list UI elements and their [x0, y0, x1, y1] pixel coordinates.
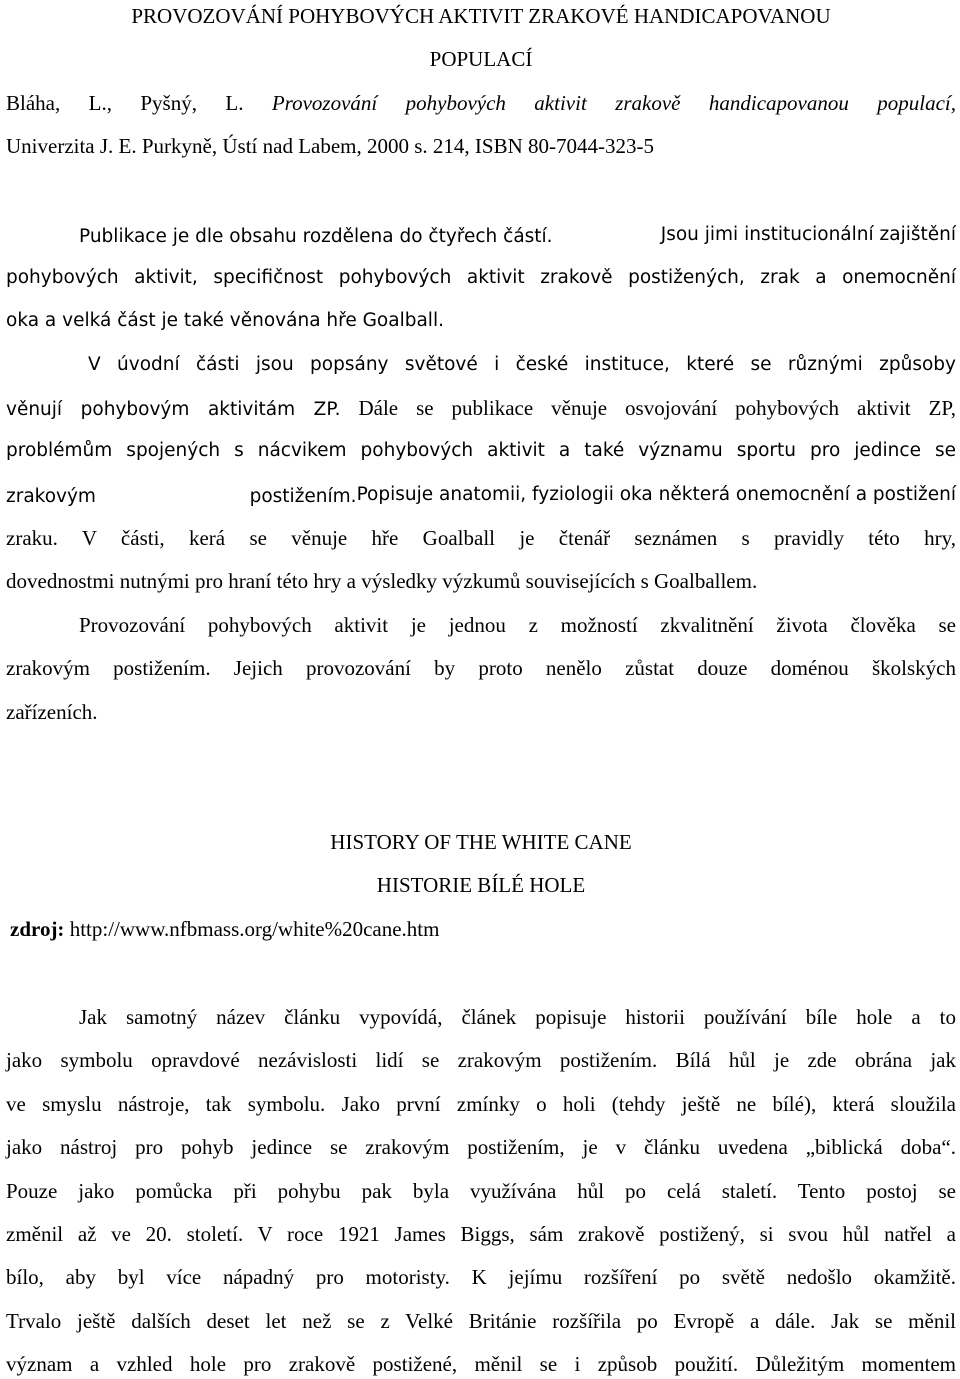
paragraph1-sentence-2: Jsou jimi institucionální zajištění [660, 224, 956, 245]
paragraph2-line-1: V úvodní části jsou popsány světové i české instituce, které se různými způsoby [88, 354, 956, 375]
article-paragraph-line-1: Jak samotný název článku vypovídá, článek popisuje historii používání bíle hole a to [79, 1005, 956, 1029]
paragraph1-sentence-1: Publikace je dle obsahu rozdělena do čtyřech částí. [79, 226, 553, 247]
paragraph2-line-5: zraku. V části, kerá se věnuje hře Goalball je čtenář seznámen s pravidly této hry, [6, 526, 956, 550]
paragraph2-line-3: problémům spojených s nácvikem pohybových aktivit a také významu sportu pro jedince se [6, 440, 956, 461]
article-paragraph-line-8: Trvalo ještě dalších deset let než se z Velké Británie rozšířila po Evropě a dále. Jak se měnil [6, 1309, 956, 1333]
citation-book-title: Provozování pohybových aktivit zrakově handicapovanou populací, [271, 91, 957, 115]
article-paragraph-line-4: jako nástroj pro pohyb jedince se zrakovým postižením, je v článku uvedena „biblická doba“. [6, 1135, 956, 1159]
section-title-line-2: POPULACÍ [429, 47, 533, 71]
article-paragraph-line-2: jako symbolu opravdové nezávislosti lidí se zrakovým postižením. Bílá hůl je zde obrána jak [6, 1048, 956, 1072]
article-paragraph-line-5: Pouze jako pomůcka při pohybu pak byla využívána hůl po celá staletí. Tento postoj se [6, 1179, 956, 1203]
paragraph2-sentence-4: Popisuje anatomii, fyziologii oka některá onemocnění a postižení [356, 484, 956, 505]
paragraph2-sentence-2: Dále se publikace věnuje osvojování pohybových aktivit ZP, [358, 396, 956, 420]
paragraph1-line-3: oka a velká část je také věnována hře Goalball. [6, 310, 444, 331]
paragraph2-line-4 [6, 482, 956, 510]
article-title-en: HISTORY OF THE WHITE CANE [330, 830, 632, 854]
article-paragraph-line-3: ve smyslu nástroje, tak symbolu. Jako první zmínky o holi (tehdy ještě ne bílé), která sloužila [6, 1092, 956, 1116]
article-paragraph-line-6: změnil až ve 20. století. V roce 1921 James Biggs, sám zrakově postižený, si svou hůl natřel a [6, 1222, 956, 1246]
article-paragraph-line-7: bílo, aby byl více nápadný pro motoristy. K jejímu rozšíření po světě nedošlo okamžitě. [6, 1265, 956, 1289]
citation-line-1 [6, 90, 956, 116]
paragraph1-line-2: pohybových aktivit, specifičnost pohybových aktivit zrakově postižených, zrak a onemocnění [6, 267, 956, 288]
paragraph2-line-6: dovednostmi nutnými pro hraní této hry a výsledky výzkumů souvisejících s Goalballem. [6, 569, 758, 593]
source-url: http://www.nfbmass.org/white%20cane.htm [69, 917, 440, 941]
paragraph3-line-3: zařízeních. [6, 700, 98, 724]
paragraph3-line-1: Provozování pohybových aktivit je jednou z možností zkvalitnění života člověka se [79, 613, 956, 637]
source-line [10, 916, 960, 942]
paragraph2-line-2 [6, 395, 956, 423]
source-label: zdroj: [10, 917, 65, 941]
citation-line-2: Univerzita J. E. Purkyně, Ústí nad Labem, 2000 s. 214, ISBN 80-7044-323-5 [6, 134, 654, 158]
article-title-cz: HISTORIE BÍLÉ HOLE [376, 873, 586, 897]
citation-authors: Bláha, L., Pyšný, L. [6, 91, 244, 115]
paragraph1-line-1 [79, 222, 956, 250]
section-title-line-1: PROVOZOVÁNÍ POHYBOVÝCH AKTIVIT ZRAKOVÉ HANDICAPOVANOU [131, 4, 831, 28]
article-paragraph-line-9: význam a vzhled hole pro zrakově postižené, měnil se i způsob použití. Důležitým momentem [6, 1352, 956, 1376]
paragraph3-line-2: zrakovým postižením. Jejich provozování by proto nenělo zůstat douze doménou školských [6, 656, 956, 680]
paragraph2-sentence-1: věnují pohybovým aktivitám ZP. [6, 399, 341, 420]
paragraph2-sentence-3: zrakovým postižením. [6, 486, 357, 507]
